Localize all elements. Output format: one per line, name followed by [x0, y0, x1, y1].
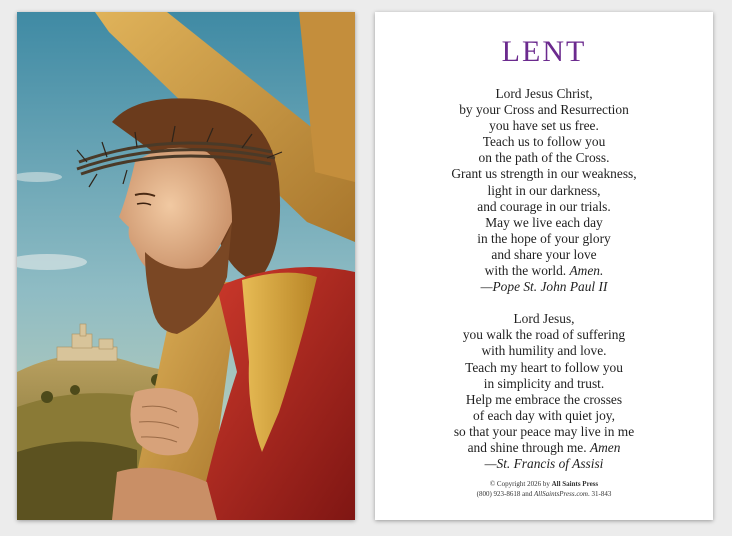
jesus-carrying-cross-illustration — [17, 12, 355, 520]
prayer-line: with humility and love. — [481, 343, 607, 359]
prayer-john-paul — [375, 86, 713, 295]
prayer-line: by your Cross and Resurrection — [459, 102, 629, 118]
prayer-last-line-text: with the world. — [484, 263, 567, 279]
prayer-line: so that your peace may live in me — [453, 423, 635, 439]
prayer-francis — [375, 311, 713, 472]
prayer-line: of each day with quiet joy, — [473, 407, 615, 423]
back-card — [375, 12, 713, 520]
contact-line — [375, 490, 713, 500]
prayer-line: Lord Jesus Christ, — [495, 86, 593, 101]
prayer-line: you walk the road of suffering — [462, 327, 626, 343]
prayer-line: light in our darkness, — [487, 182, 601, 198]
amen-text: Amen. — [569, 263, 604, 279]
prayer-last-line-text: and shine through me. — [467, 439, 587, 455]
product-code: . 31-843 — [588, 489, 612, 498]
prayer-line: you have set us free. — [489, 118, 599, 134]
amen-text: Amen — [589, 439, 621, 455]
prayer-line: on the path of the Cross. — [478, 150, 610, 166]
prayer-line: and share your love — [491, 246, 597, 262]
copyright-footer — [375, 480, 713, 499]
prayer-line: in the hope of your glory — [477, 230, 611, 246]
prayer-line: Teach my heart to follow you — [465, 359, 623, 375]
prayer-last-line — [375, 263, 713, 279]
copyright-prefix: © Copyright 2026 by — [489, 480, 550, 488]
prayer-line: Lord Jesus, — [513, 311, 575, 327]
publisher-name: All Saints Press — [551, 480, 599, 488]
prayer-last-line — [375, 440, 713, 456]
prayer-line: Teach us to follow you — [482, 134, 606, 150]
front-card — [17, 12, 355, 520]
copyright-line — [375, 480, 713, 490]
prayer-line: Grant us strength in our weakness, — [451, 166, 637, 182]
prayer-attribution: —Pope St. John Paul II — [480, 279, 608, 295]
prayer-line: Help me embrace the crosses — [465, 391, 623, 407]
phone-number: (800) 923-8618 and — [476, 489, 533, 498]
prayer-line: in simplicity and trust. — [483, 375, 605, 391]
prayer-line: May we live each day — [485, 214, 603, 230]
website-link[interactable]: AllSaintsPress.com — [534, 489, 588, 498]
card-title: LENT — [501, 35, 587, 68]
prayer-attribution: —St. Francis of Assisi — [484, 456, 604, 472]
prayer-line: and courage in our trials. — [477, 198, 611, 214]
